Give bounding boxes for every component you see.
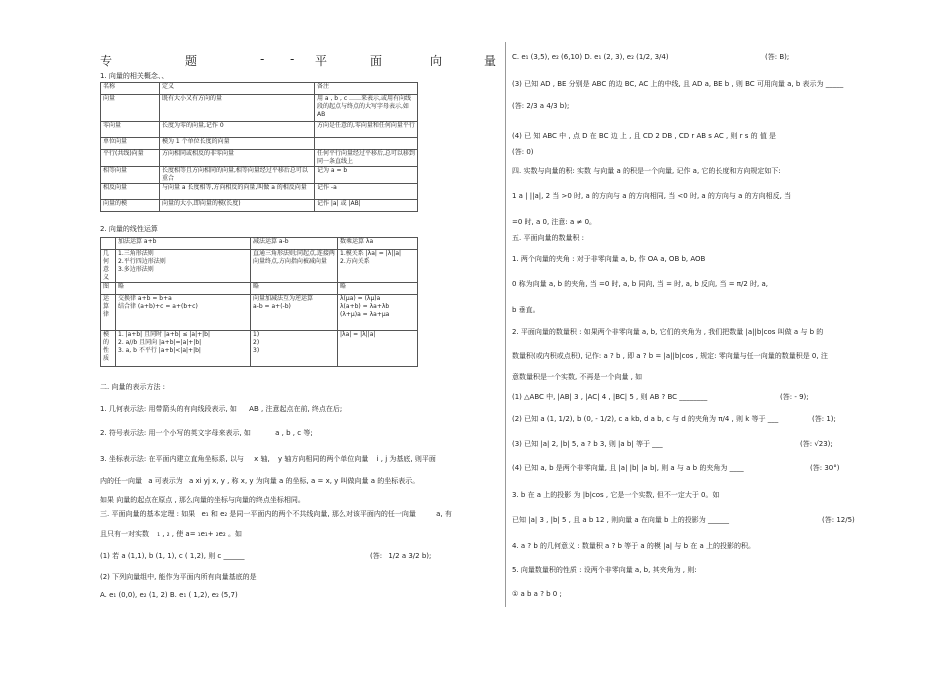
paragraph: 2. 平面向量的数量积 : 如果两个非零向量 a, b, 它们的夹角为 , 我们把数量 |a||b|cos 叫做 a 与 b 的: [512, 328, 824, 336]
paragraph: 1. 两个向量的夹角 : 对于非零向量 a, b, 作 OA a, OB b, AOB: [512, 255, 706, 263]
question: (4) 已 知 ABC 中 , 点 D 在 BC 边 上 , 且 CD 2 DB , CD r AB s AC , 则 r s 的 值 是: [512, 132, 777, 140]
table-cell: 1) 2) 3): [251, 331, 338, 367]
section-heading: 四. 实数与向量的积: 实数 与向量 a 的积是一个向量, 记作 a, 它的长度和方向规定如下:: [512, 167, 781, 175]
table-cell: 1.模关系 |λa| = |λ||a| 2.方向关系: [338, 250, 418, 283]
paragraph: 三. 平面向量的基本定理 : 如果 e₁ 和 e₂ 是同一平面内的两个不共线向量, 那么对该平面内的任一向量 a, 有: [100, 510, 452, 518]
paragraph: 如果 向量的起点在原点 , 那么向量的坐标与向量的终点坐标相同。: [100, 496, 305, 504]
table-cell: 向量加减法互为逆运算 a-b = a+(-b): [251, 295, 338, 331]
answer: (答: √23);: [800, 440, 833, 448]
table-cell: 模的性质: [101, 331, 116, 367]
question: (2) 下列向量组中, 能作为平面内所有向量基底的是: [100, 573, 257, 581]
paragraph: 2. 符号表示法: 用一个小写的英文字母来表示, 如 a , b , c 等;: [100, 429, 313, 437]
paragraph: 4. a ? b 的几何意义 : 数量积 a ? b 等于 a 的模 |a| 与 b 在 a 上的投影的积。: [512, 542, 756, 550]
table-cell: 几何意义: [101, 250, 116, 283]
paragraph: 3. 坐标表示法: 在平面内建立直角坐标系, 以与 x 轴, y 轴方向相同的两个单位向量 i , j 为基底, 则平面: [100, 455, 436, 463]
answer: (答: 12/5): [822, 516, 855, 524]
table-cell: λ(μa) = (λμ)a λ(a+b) = λa+λb (λ+μ)a = λa+μa: [338, 295, 418, 331]
title-char: -: [290, 52, 295, 66]
answer: (答: 30°): [810, 464, 840, 472]
table-cell: 略: [251, 283, 338, 295]
table-cell: 向量: [101, 95, 160, 122]
table-cell: 相反向量: [101, 184, 160, 200]
table-cell: 向量的模: [101, 200, 160, 212]
title-char: 题: [185, 54, 198, 68]
table-header: 数乘运算 λa: [338, 238, 418, 250]
question: 已知 |a| 3 , |b| 5 , 且 a b 12 , 则向量 a 在向量 b 上的投影为 ______: [512, 516, 729, 524]
table-cell: 运算律: [101, 295, 116, 331]
table-cell: 任何平行向量经过平移后,总可以移到同一条直线上: [315, 150, 418, 167]
table-cell: 向量的大小,即向量的模(长度): [160, 200, 315, 212]
table-cell: 零向量: [101, 122, 160, 138]
question: (1) △ABC 中, |AB| 3 , |AC| 4 , |BC| 5 , 则 AB ? BC ________: [512, 393, 708, 401]
question-option: A. e₁ (0,0), e₂ (1, 2) B. e₁ ( 1,2), e₂ (5,7): [100, 591, 238, 599]
table-cell: 略: [116, 283, 251, 295]
section-heading: 2. 向量的线性运算: [100, 225, 158, 233]
paragraph: 5. 向量数量积的性质 : 设两个非零向量 a, b, 其夹角为 , 则:: [512, 566, 697, 574]
table-header: [101, 238, 116, 250]
table-cell: 既有大小又有方向的量: [160, 95, 315, 122]
table-header: 备注: [315, 83, 418, 95]
table-cell: 1.三角形法则 2.平行四边形法则 3.多边形法则: [116, 250, 251, 283]
section-heading: 1. 向量的相关概念、、: [100, 72, 169, 80]
section-heading: 五. 平面向量的数量积 :: [512, 234, 585, 242]
question: (2) 已知 a (1, 1/2), b (0, - 1/2), c a kb, d a b, c 与 d 的夹角为 π/4 , 则 k 等于 ___: [512, 415, 779, 423]
title-char: 平: [315, 54, 328, 68]
table-header: 减法运算 a-b: [251, 238, 338, 250]
paragraph: 数量积(或内积或点积), 记作: a ? b , 即 a ? b = |a||b|cos , 规定: 零向量与任一向量的数量积是 0, 注: [512, 352, 828, 360]
answer: (答: 2/3 a 4/3 b);: [512, 102, 570, 110]
table-cell: |λa| = |λ||a|: [338, 331, 418, 367]
table-cell: 长度为零的向量,记作 0: [160, 122, 315, 138]
answer: (答: 0): [512, 148, 534, 156]
paragraph: 1. 几何表示法: 用带箭头的有向线段表示, 如 AB , 注意起点在前, 终点在后;: [100, 405, 343, 413]
concept-table: [100, 82, 418, 212]
table-cell: 记作 |a| 或 |AB|: [315, 200, 418, 212]
answer: (答: B);: [765, 53, 790, 61]
linear-ops-table: [100, 237, 418, 367]
table-cell: 长度相等且方向相同的向量,相等向量经过平移后总可以重合: [160, 167, 315, 184]
table-cell: 与向量 a 长度相等,方向相反的向量,叫做 a 的相反向量: [160, 184, 315, 200]
table-cell: 相等向量: [101, 167, 160, 184]
table-cell: [315, 138, 418, 150]
paragraph: 意数量积是一个实数, 不再是一个向量 , 如: [512, 373, 643, 381]
table-cell: 直通三角形法则;同起点,连接两向量终点,方向指向被减向量: [251, 250, 338, 283]
column-divider: [505, 42, 506, 607]
table-cell: 平行(共线)向量: [101, 150, 160, 167]
paragraph: ① a b a ? b 0 ;: [512, 590, 562, 598]
table-cell: 交换律 a+b = b+a 结合律 (a+b)+c = a+(b+c): [116, 295, 251, 331]
table-cell: 用 a , b , c ……来表示,或用有向线段的起点与终点的大写字母表示,如 AB: [315, 95, 418, 122]
table-header: 加法运算 a+b: [116, 238, 251, 250]
section-heading: 二. 向量的表示方法 :: [100, 383, 166, 391]
question: (3) 已知 AD , BE 分别是 ABC 的边 BC, AC 上的中线, 且 AD a, BE b , 则 BC 可用向量 a, b 表示为 _____: [512, 80, 844, 88]
title-char: 量: [484, 54, 497, 68]
question-option: C. e₁ (3,5), e₂ (6,10) D. e₁ (2, 3), e₂ (1/2, 3/4): [512, 53, 669, 61]
table-cell: 方向相同或相反的非零向量: [160, 150, 315, 167]
paragraph: 且只有一对实数 ₁ , ₂ , 使 a= ₁e₁+ ₂e₂ 。如: [100, 530, 242, 538]
answer: (答: 1);: [812, 415, 836, 423]
table-cell: 记为 a = b: [315, 167, 418, 184]
title-char: -: [260, 52, 265, 66]
table-cell: 图: [101, 283, 116, 295]
title-char: 向: [430, 54, 443, 68]
table-cell: 方向是任意的,零向量和任何向量平行: [315, 122, 418, 138]
paragraph: b 垂直。: [512, 306, 540, 314]
question: (3) 已知 |a| 2, |b| 5, a ? b 3, 则 |a b| 等于 ___: [512, 440, 663, 448]
table-cell: 1. |a+b| 且同时 |a+b| ≤ |a|+|b| 2. a//b 且同向 |a+b|=|a|+|b| 3. a, b 不平行 |a+b|<|a|+|b|: [116, 331, 251, 367]
question: (1) 若 a (1,1), b (1, 1), c ( 1,2), 则 c ______: [100, 552, 245, 560]
table-cell: 略: [338, 283, 418, 295]
title-char: 面: [370, 54, 383, 68]
title-char: 专: [100, 54, 113, 68]
paragraph: 0 称为向量 a, b 的夹角, 当 =0 时, a, b 同向, 当 = 时, a, b 反向, 当 = π/2 时, a,: [512, 280, 768, 288]
paragraph: 内的任一向量 a 可表示为 a xi yj x, y , 称 x, y 为向量 a 的坐标, a = x, y 叫做向量 a 的坐标表示。: [100, 477, 420, 485]
table-cell: 记作 -a: [315, 184, 418, 200]
paragraph: 3. b 在 a 上的投影 为 |b|cos , 它是一个实数, 但不一定大于 0。如: [512, 491, 720, 499]
paragraph: 1 a | ||a|, 2 当 >0 时, a 的方向与 a 的方向相同, 当 <0 时, a 的方向与 a 的方向相反, 当: [512, 192, 792, 200]
paragraph: =0 时, a 0, 注意: a ≠ 0。: [512, 218, 597, 226]
question: (4) 已知 a, b 是两个非零向量, 且 |a| |b| |a b|, 则 a 与 a b 的夹角为 ____: [512, 464, 744, 472]
table-header: 定义: [160, 83, 315, 95]
answer: (答: 1/2 a 3/2 b);: [370, 552, 432, 560]
table-cell: 单位向量: [101, 138, 160, 150]
answer: (答: - 9);: [780, 393, 809, 401]
table-cell: 模为 1 个单位长度的向量: [160, 138, 315, 150]
table-header: 名称: [101, 83, 160, 95]
